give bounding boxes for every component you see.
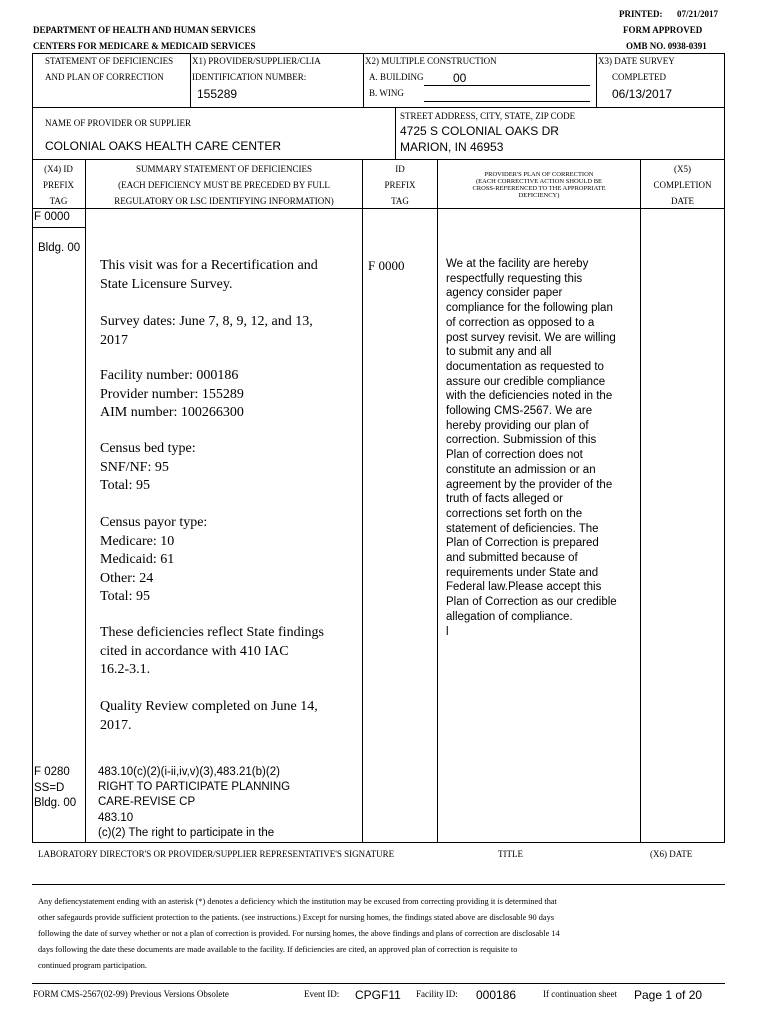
tag-underline — [32, 227, 85, 228]
tag-f0000-right: F 0000 — [368, 258, 405, 273]
signature-bottom-border — [32, 884, 725, 885]
col-divider-2 — [362, 159, 363, 843]
text-line: cited in accordance with 410 IAC — [100, 643, 289, 659]
address-label: STREET ADDRESS, CITY, STATE, ZIP CODE — [400, 111, 576, 121]
text-line: Census payor type: — [100, 515, 208, 530]
printed-date: 07/21/2017 — [677, 9, 719, 19]
text-line: Provider number: 155289 — [100, 386, 244, 402]
paragraph-census-bed — [100, 440, 345, 496]
disclaimer-line: continued program participation. — [38, 961, 147, 970]
poc-line: agreement by the provider of the — [446, 478, 613, 491]
text-line: Census bed type: — [100, 441, 196, 456]
tag-f0280-block — [34, 765, 76, 812]
statement-label: STATEMENT OF DEFICIENCIES — [45, 56, 174, 66]
column-header-bottom — [32, 208, 725, 209]
regulation-number: 483.10 — [98, 811, 134, 824]
poc-line: requirements under State and — [446, 566, 599, 579]
signature-label: LABORATORY DIRECTOR'S OR PROVIDER/SUPPLIER REPRESENTATIVE'S SIGNATURE — [38, 849, 395, 859]
text-line: AIM number: 100266300 — [100, 405, 244, 420]
multiple-construction-label: X2) MULTIPLE CONSTRUCTION — [365, 56, 497, 66]
x1-label: X1) PROVIDER/SUPPLIER/CLIA — [192, 56, 321, 66]
top-box-border-bottom — [32, 107, 725, 108]
summary-header-1: SUMMARY STATEMENT OF DEFICIENCIES — [135, 164, 313, 174]
poc-line: compliance for the following plan — [446, 302, 613, 315]
regulation-text: (c)(2) The right to participate in the — [98, 826, 275, 839]
form-number: FORM CMS-2567(02-99) Previous Versions Obsolete — [33, 989, 229, 999]
col-divider-1 — [85, 159, 86, 843]
poc-line: corrections set forth on the — [446, 507, 583, 520]
event-id: CPGF11 — [355, 988, 401, 1002]
col-divider-3 — [437, 159, 438, 843]
x4-id-label: (X4) ID — [44, 164, 73, 174]
top-divider-3 — [596, 53, 597, 107]
poc-line: truth of facts alleged or — [446, 493, 563, 506]
poc-line: with the deficiencies noted in the — [446, 390, 613, 403]
street-address: 4725 S COLONIAL OAKS DR — [400, 124, 559, 138]
text-line: Total: 95 — [100, 478, 150, 493]
x6-date-label: (X6) DATE — [650, 849, 693, 859]
survey-completed-date: 06/13/2017 — [612, 87, 673, 101]
tag-label: TAG — [49, 196, 68, 206]
top-divider-1 — [190, 53, 191, 107]
disclaimer-line: other safegaurds provide sufficient protection to the patients. (see instructions.) Except for nursing homes, the findings stated above are disclosable 90 days — [38, 913, 554, 922]
paragraph-survey-dates — [100, 313, 345, 350]
poc-header-2: (EACH CORRECTIVE ACTION SHOULD BE — [475, 178, 603, 185]
form-approved: FORM APPROVED — [623, 25, 703, 35]
building-tag-2: Bldg. 00 — [34, 797, 77, 809]
paragraph-state-findings — [100, 624, 345, 680]
id-label-2: ID — [395, 164, 405, 174]
poc-line: to submit any and all — [446, 346, 552, 359]
poc-header-4: DEFICIENCY) — [518, 192, 560, 199]
poc-line: Plan of correction does not — [446, 449, 583, 462]
tag-f0000: F 0000 — [34, 211, 70, 223]
poc-line: Plan of Correction as our credible — [446, 596, 617, 609]
event-id-label: Event ID: — [304, 989, 340, 999]
scope-severity: SS=D — [34, 781, 65, 794]
provider-name: COLONIAL OAKS HEALTH CARE CENTER — [45, 139, 282, 153]
poc-line: Federal law.Please accept this — [446, 581, 602, 594]
text-line: Quality Review completed on June 14, — [100, 699, 318, 714]
facility-id: 000186 — [476, 988, 517, 1002]
poc-line: agency consider paper — [446, 287, 563, 300]
text-line: 2017 — [100, 332, 128, 348]
completion-label: COMPLETION — [653, 180, 712, 190]
identification-label: IDENTIFICATION NUMBER: — [192, 72, 307, 82]
text-line: Medicaid: 61 — [100, 552, 175, 567]
continuation-label: If continuation sheet — [543, 989, 617, 999]
prefix-label-2: PREFIX — [384, 180, 416, 190]
omb-number: OMB NO. 0938-0391 — [626, 41, 707, 51]
top-divider-2 — [363, 53, 364, 107]
date-survey-label: X3) DATE SURVEY — [598, 56, 675, 66]
footer-top-border — [32, 983, 725, 984]
building-value: 00 — [453, 71, 467, 85]
poc-line: post survey revisit. We are willing — [446, 331, 616, 344]
poc-line: assure our credible compliance — [446, 375, 606, 388]
text-line: Other: 24 — [100, 570, 154, 586]
facility-id-label: Facility ID: — [416, 989, 458, 999]
paragraph-survey-type — [100, 257, 345, 294]
poc-line: and submitted because of — [446, 552, 578, 565]
building-label: A. BUILDING — [369, 72, 424, 82]
printed-label: PRINTED: — [619, 9, 663, 19]
body-bottom-border — [32, 842, 725, 843]
building-underline — [424, 85, 590, 86]
centers-title: CENTERS FOR MEDICARE & MEDICAID SERVICES — [33, 41, 256, 51]
poc-line: l — [446, 625, 449, 638]
poc-line: Plan of Correction is prepared — [446, 537, 599, 550]
summary-header-2: (EACH DEFICIENCY MUST BE PRECEDED BY FULL — [118, 180, 330, 190]
department-title: DEPARTMENT OF HEALTH AND HUMAN SERVICES — [33, 25, 256, 35]
disclaimer-text — [38, 894, 560, 974]
poc-line: statement of deficiencies. The — [446, 522, 599, 535]
poc-header — [438, 171, 640, 199]
text-line: This visit was for a Recertification and — [100, 258, 318, 273]
plan-of-correction-text — [446, 257, 726, 639]
text-line: Total: 95 — [100, 589, 150, 604]
building-tag-1: Bldg. 00 — [38, 242, 81, 254]
disclaimer-line: days following the date these documents are made available to the facility. If deficiencies are cited, an approved plan of correction is requisite to — [38, 945, 518, 954]
regulation-title: RIGHT TO PARTICIPATE PLANNING — [98, 781, 291, 794]
text-line: 16.2-3.1. — [100, 662, 151, 677]
provider-name-label: NAME OF PROVIDER OR SUPPLIER — [45, 118, 192, 128]
tag-label-2: TAG — [391, 196, 409, 206]
city-state-zip: MARION, IN 46953 — [400, 140, 504, 154]
text-line: Facility number: 000186 — [100, 368, 239, 383]
text-line: Medicare: 10 — [100, 533, 175, 549]
regulation-reference: 483.10(c)(2)(i-ii,iv,v)(3),483.21(b)(2) — [98, 766, 280, 778]
disclaimer-line: Any defiencystatement ending with an asterisk (*) denotes a deficiency which the institution may be excused from correcting providing it is determined that — [38, 897, 557, 906]
poc-line: correction. Submission of this — [446, 434, 597, 447]
tag-f0280: F 0280 — [34, 766, 70, 778]
poc-line: documentation as requested to — [446, 360, 604, 373]
plan-of-correction-label: AND PLAN OF CORRECTION — [45, 72, 164, 82]
poc-line: following CMS-2567. We are — [446, 405, 593, 418]
poc-header-1: PROVIDER'S PLAN OF CORRECTION — [484, 171, 594, 178]
paragraph-census-payor — [100, 514, 345, 607]
f0280-text — [98, 765, 290, 841]
poc-line: respectfully requesting this — [446, 272, 583, 285]
poc-line: hereby providing our plan of — [446, 419, 589, 432]
title-label: TITLE — [498, 849, 523, 859]
poc-header-3: CROSS-REFERENCED TO THE APPROPRIATE — [472, 185, 606, 192]
text-line: These deficiencies reflect State findings — [100, 625, 324, 640]
wing-underline — [424, 101, 590, 102]
text-line: 2017. — [100, 717, 132, 733]
completed-label: COMPLETED — [612, 72, 666, 82]
provider-box-bottom — [32, 159, 725, 160]
x5-label: (X5) — [674, 164, 691, 174]
top-box-border-top — [32, 53, 725, 54]
text-line: SNF/NF: 95 — [100, 459, 169, 475]
paragraph-facility-numbers — [100, 367, 345, 423]
paragraph-quality-review — [100, 698, 345, 735]
text-line: State Licensure Survey. — [100, 276, 233, 292]
regulation-title-2: CARE-REVISE CP — [98, 796, 196, 809]
summary-header-3: REGULATORY OR LSC IDENTIFYING INFORMATION) — [114, 196, 334, 206]
poc-line: We at the facility are hereby — [446, 258, 589, 270]
text-line: Survey dates: June 7, 8, 9, 12, and 13, — [100, 314, 313, 329]
disclaimer-line: following the date of survey whether or not a plan of correction is provided. For nursing homes, the above findings and plans of correction are disclosable 14 — [38, 929, 560, 938]
poc-line: allegation of compliance. — [446, 610, 573, 623]
provider-divider — [395, 107, 396, 159]
poc-line: of correction as opposed to a — [446, 316, 595, 329]
wing-label: B. WING — [369, 88, 404, 98]
poc-line: constitute an admission or an — [446, 463, 596, 476]
date-label: DATE — [671, 196, 694, 206]
page-number: Page 1 of 20 — [634, 988, 703, 1002]
provider-id-number: 155289 — [197, 87, 238, 101]
prefix-label: PREFIX — [42, 180, 74, 190]
